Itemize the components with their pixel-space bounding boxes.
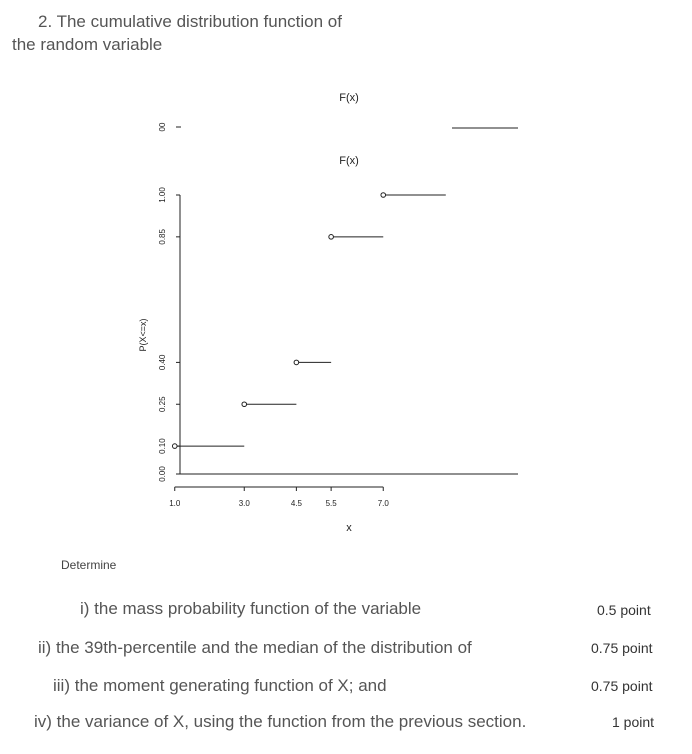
x-tick-label: 7.0: [377, 499, 389, 508]
item-4-text: iv) the variance of X, using the function from the previous section.: [34, 712, 527, 731]
y-tick-label: 0.25: [158, 396, 167, 413]
item-3-points: 0.75 point: [591, 678, 653, 694]
item-4-points: 1 point: [612, 714, 655, 730]
x-tick-label: 5.5: [325, 499, 337, 508]
y-tick-label: 0.10: [158, 438, 167, 454]
step-point: [242, 402, 247, 407]
question-line-1: 2. The cumulative distribution function of: [38, 12, 342, 31]
y-axis-label: P(X<=x): [138, 318, 148, 352]
stray-tick-label: 00: [158, 122, 167, 132]
x-tick-label: 4.5: [290, 499, 302, 508]
chart-title: F(x): [339, 155, 359, 167]
chart-title-top: F(x): [339, 92, 359, 104]
item-2-text: ii) the 39th-percentile and the median of the distribution of: [38, 638, 472, 657]
question-line-2: the random variable: [12, 35, 163, 54]
item-1-text: i) the mass probability function of the variable: [80, 599, 422, 618]
item-3-text: iii) the moment generating function of X; and: [53, 676, 387, 695]
step-point: [294, 360, 299, 365]
x-tick-label: 1.0: [169, 499, 181, 508]
x-tick-label: 3.0: [238, 499, 250, 508]
y-tick-label: 0.00: [158, 466, 167, 482]
y-tick-label: 1.00: [158, 187, 167, 203]
step-point: [381, 193, 386, 198]
step-point: [172, 444, 177, 449]
item-2-points: 0.75 point: [591, 640, 653, 656]
x-axis-label: x: [346, 522, 352, 534]
item-1-points: 0.5 point: [597, 602, 651, 618]
step-point: [329, 235, 334, 240]
y-tick-label: 0.40: [158, 354, 167, 371]
y-tick-label: 0.85: [158, 229, 167, 245]
determine-label: Determine: [61, 558, 117, 572]
